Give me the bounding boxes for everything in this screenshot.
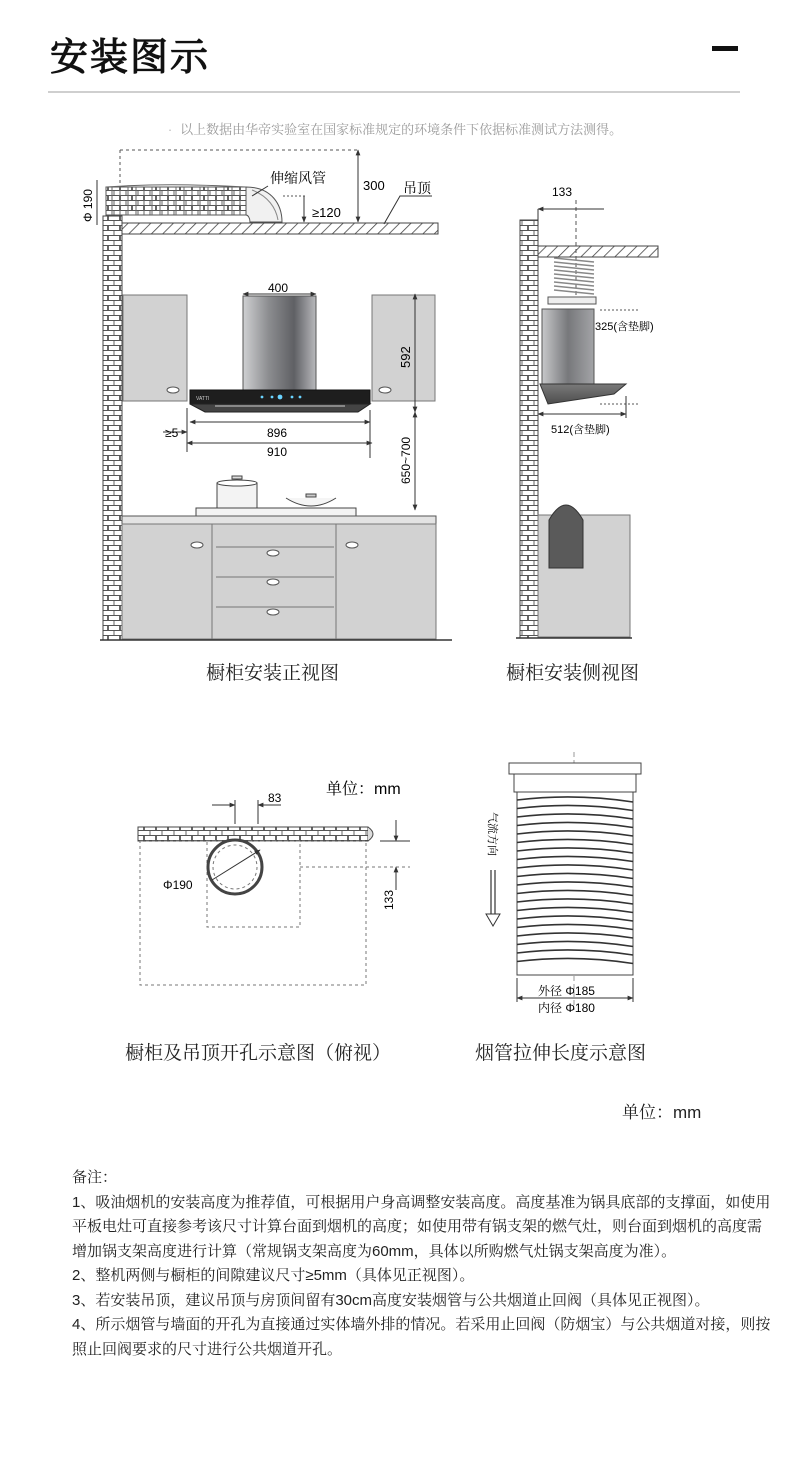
upper-cabinet-left (123, 295, 187, 401)
note-item: 2、整机两侧与橱柜的间隙建议尺寸≥5mm（具体见正视图）。 (72, 1267, 475, 1284)
note-item: 1、吸油烟机的安装高度为推荐值，可根据用户身高调整安装高度。高度基准为锅具底部的支撑面，如使用平板电灶可直接参考该尺寸计算台面到烟机的高度；如使用带有锅支架的燃气灶，则台面到烟机的高度需增加锅支架高度进行计算（常规锅支架高度为60mm，具体以所购燃气灶锅支架高度为准）。 (72, 1193, 771, 1260)
side-pot (549, 505, 583, 568)
note-item: 4、所示烟管与墙面的开孔为直接通过实体墙外排的情况。若采用止回阀（防烟宝）与公共烟道对接，则按照止回阀要求的尺寸进行公共烟道开孔。 (72, 1316, 771, 1358)
dim-top-phi190: Φ190 (163, 878, 193, 892)
dim-592: 592 (398, 346, 413, 368)
caption-front-view: 橱柜安装正视图 (206, 663, 340, 684)
dim-910: 910 (267, 445, 288, 459)
brick-wall (103, 216, 122, 640)
dim-300: 300 (363, 178, 385, 193)
dim-650-700: 650~700 (399, 436, 413, 484)
dim-top-133: 133 (382, 889, 396, 910)
dim-896: 896 (267, 426, 288, 440)
caption-duct-view: 烟管拉伸长度示意图 (475, 1043, 647, 1064)
label-ceiling: 吊顶 (403, 180, 431, 196)
side-hood-chimney (542, 309, 594, 384)
pot (217, 483, 257, 508)
dim-top-83: 83 (268, 791, 282, 805)
countertop (122, 516, 436, 524)
dim-gap5: ≥5 (165, 426, 179, 440)
caption-side-view: 橱柜安装侧视图 (506, 663, 640, 684)
wok (286, 498, 336, 506)
note-item: 3、若安装吊顶，建议吊顶与房顶间留有30cm高度安装烟管与公共烟道止回阀（具体见正视图）。 (72, 1291, 710, 1309)
svg-text:VATTI: VATTI (196, 396, 210, 402)
notes-heading: 备注： (72, 1169, 118, 1186)
base-cabinet-right (336, 524, 436, 639)
side-ceiling (538, 246, 658, 257)
side-hood-body (540, 384, 626, 404)
front-view (81, 150, 452, 640)
suspended-ceiling (122, 223, 438, 234)
top-duct-hole (208, 840, 262, 894)
dim-side-325: 325(含垫脚) (595, 321, 654, 333)
duct-inner-diameter: 内径 Φ180 (538, 1001, 595, 1015)
unit-label: 单位：mm (622, 1103, 702, 1122)
hood-chimney (243, 296, 316, 390)
side-brick-wall (520, 220, 538, 638)
label-airflow: 气流方向 (486, 812, 498, 856)
duct-outer-diameter: 外径 Φ185 (538, 984, 595, 998)
label-flex-duct: 伸缩风管 (270, 170, 326, 186)
dim-side-133: 133 (552, 185, 573, 199)
base-cabinet-left (122, 524, 212, 639)
gas-stove (196, 508, 356, 516)
bullet-dot: · (167, 122, 173, 137)
caption-top-view: 橱柜及吊顶开孔示意图（俯视） (125, 1043, 392, 1064)
dim-400: 400 (268, 281, 289, 295)
dim-ge120: ≥120 (312, 205, 341, 220)
dim-side-512: 512(含垫脚) (551, 424, 610, 436)
intro-text: 以上数据由华帝实验室在国家标准规定的环境条件下依据标准测试方法测得。 (180, 122, 623, 137)
top-view (138, 780, 410, 985)
duct-flange (509, 763, 641, 774)
dim-phi190-side: Φ 190 (81, 189, 95, 222)
side-view (516, 185, 658, 638)
top-wall (138, 827, 368, 841)
notes-section (72, 1166, 772, 1362)
airflow-arrow-icon (486, 914, 500, 926)
unit-label-top: 单位：mm (326, 781, 401, 798)
duct-view (486, 752, 641, 1015)
page-title: 安装图示 (50, 37, 211, 79)
